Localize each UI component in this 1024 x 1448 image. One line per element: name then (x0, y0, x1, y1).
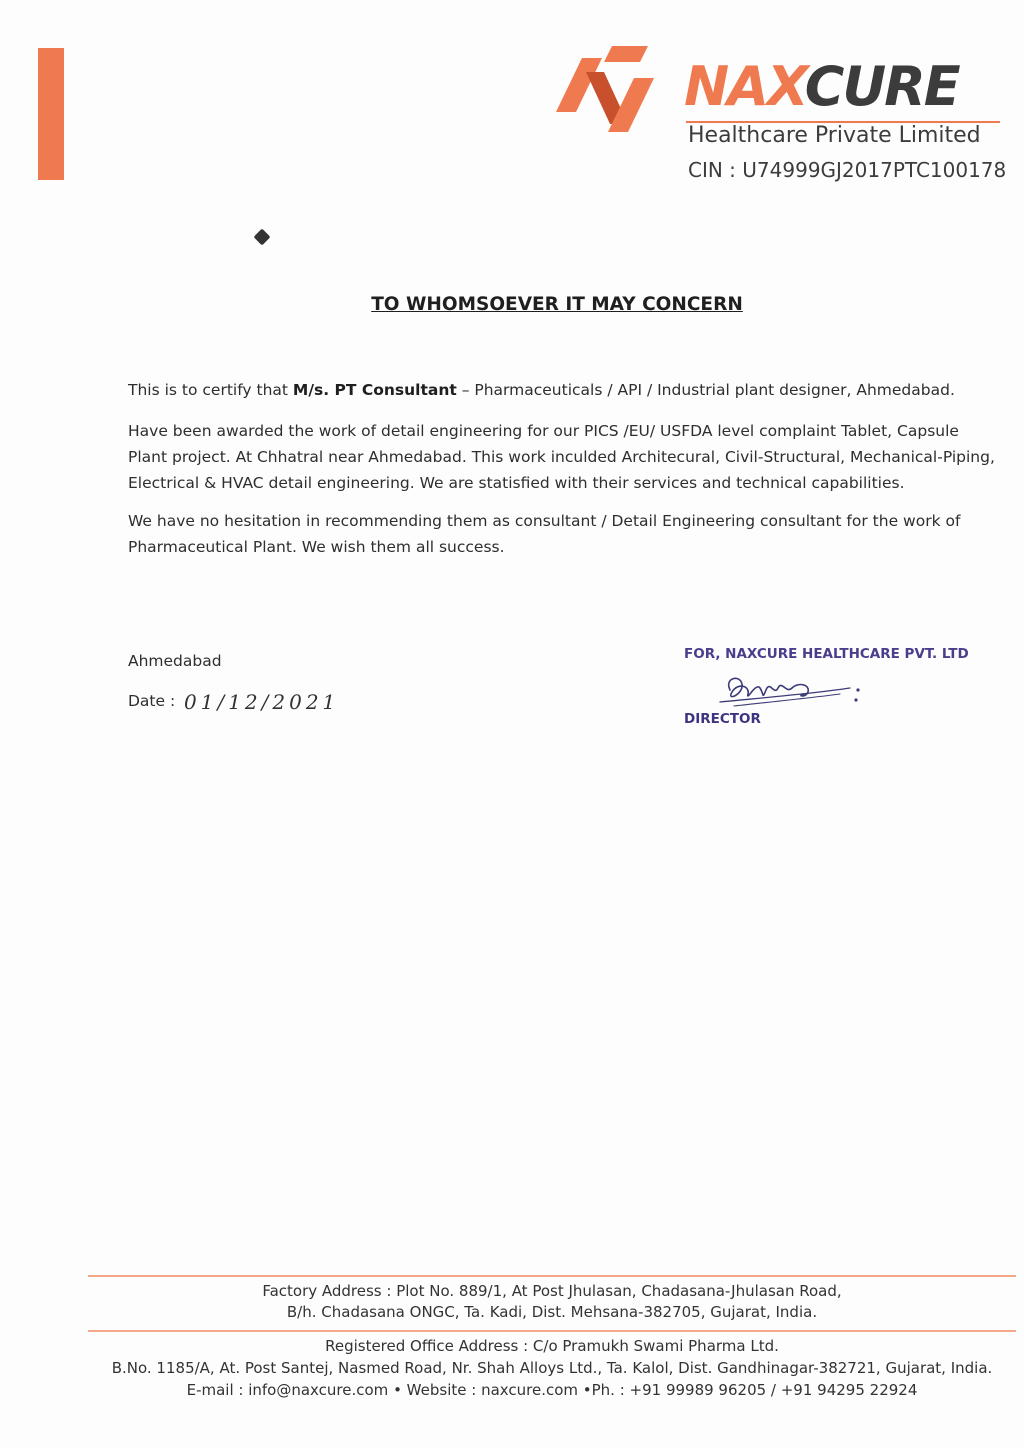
punch-mark (254, 229, 271, 246)
brand-subtitle: Healthcare Private Limited (688, 123, 981, 148)
date-label: Date : (128, 692, 176, 710)
place-text: Ahmedabad (128, 652, 222, 670)
contact-line: E-mail : info@naxcure.com • Website : naxcure.com •Ph. : +91 99989 96205 / +91 94295 22924 (186, 1381, 918, 1399)
body-paragraph-2: Have been awarded the work of detail engineering for our PICS /EU/ USFDA level complaint Tablet, Capsule Plant project. At Chhatral near Ahmedabad. This work inculded Architecural, Civil-Structural, Mechanical-Piping, Electrical & HVAC detail engineering. We are statisfied with their services and technical capabilities. (128, 422, 995, 492)
factory-address-line-1: Factory Address : Plot No. 889/1, At Post Jhulasan, Chadasana-Jhulasan Road, (262, 1282, 842, 1300)
registered-office-line-1: Registered Office Address : C/o Pramukh Swami Pharma Ltd. (325, 1337, 779, 1355)
footer-divider-top (88, 1275, 1016, 1277)
brand-name-part1: NAX (684, 55, 805, 118)
stamp-company-line: FOR, NAXCURE HEALTHCARE PVT. LTD (684, 646, 969, 662)
body-paragraph-3: We have no hesitation in recommending them as consultant / Detail Engineering consultant for the work of Pharmaceutical Plant. We wish them all success. (128, 512, 961, 556)
left-accent-bar (38, 48, 64, 180)
company-cin: CIN : U74999GJ2017PTC100178 (688, 158, 1007, 182)
naxcure-n-logo-icon (548, 40, 668, 150)
brand-name-part2: CURE (804, 55, 959, 118)
factory-address-line-2: B/h. Chadasana ONGC, Ta. Kadi, Dist. Mehsana-382705, Gujarat, India. (286, 1303, 818, 1321)
footer-divider-bottom (88, 1330, 1016, 1332)
brand-name (684, 55, 959, 118)
p1-suffix: – Pharmaceuticals / API / Industrial plant designer, Ahmedabad. (456, 381, 955, 399)
consultant-name: M/s. PT Consultant (292, 381, 457, 399)
p1-prefix: This is to certify that (128, 381, 293, 399)
registered-office-line-2: B.No. 1185/A, At. Post Santej, Nasmed Road, Nr. Shah Alloys Ltd., Ta. Kalol, Dist. Gandhinagar-382721, Gujarat, India. (111, 1359, 993, 1377)
director-signature (700, 668, 870, 712)
stamp-director-title: DIRECTOR (684, 711, 761, 727)
letter-heading: TO WHOMSOEVER IT MAY CONCERN (371, 294, 743, 315)
handwritten-date: 01/12/2021 (184, 690, 340, 714)
body-paragraph-1 (128, 377, 998, 403)
